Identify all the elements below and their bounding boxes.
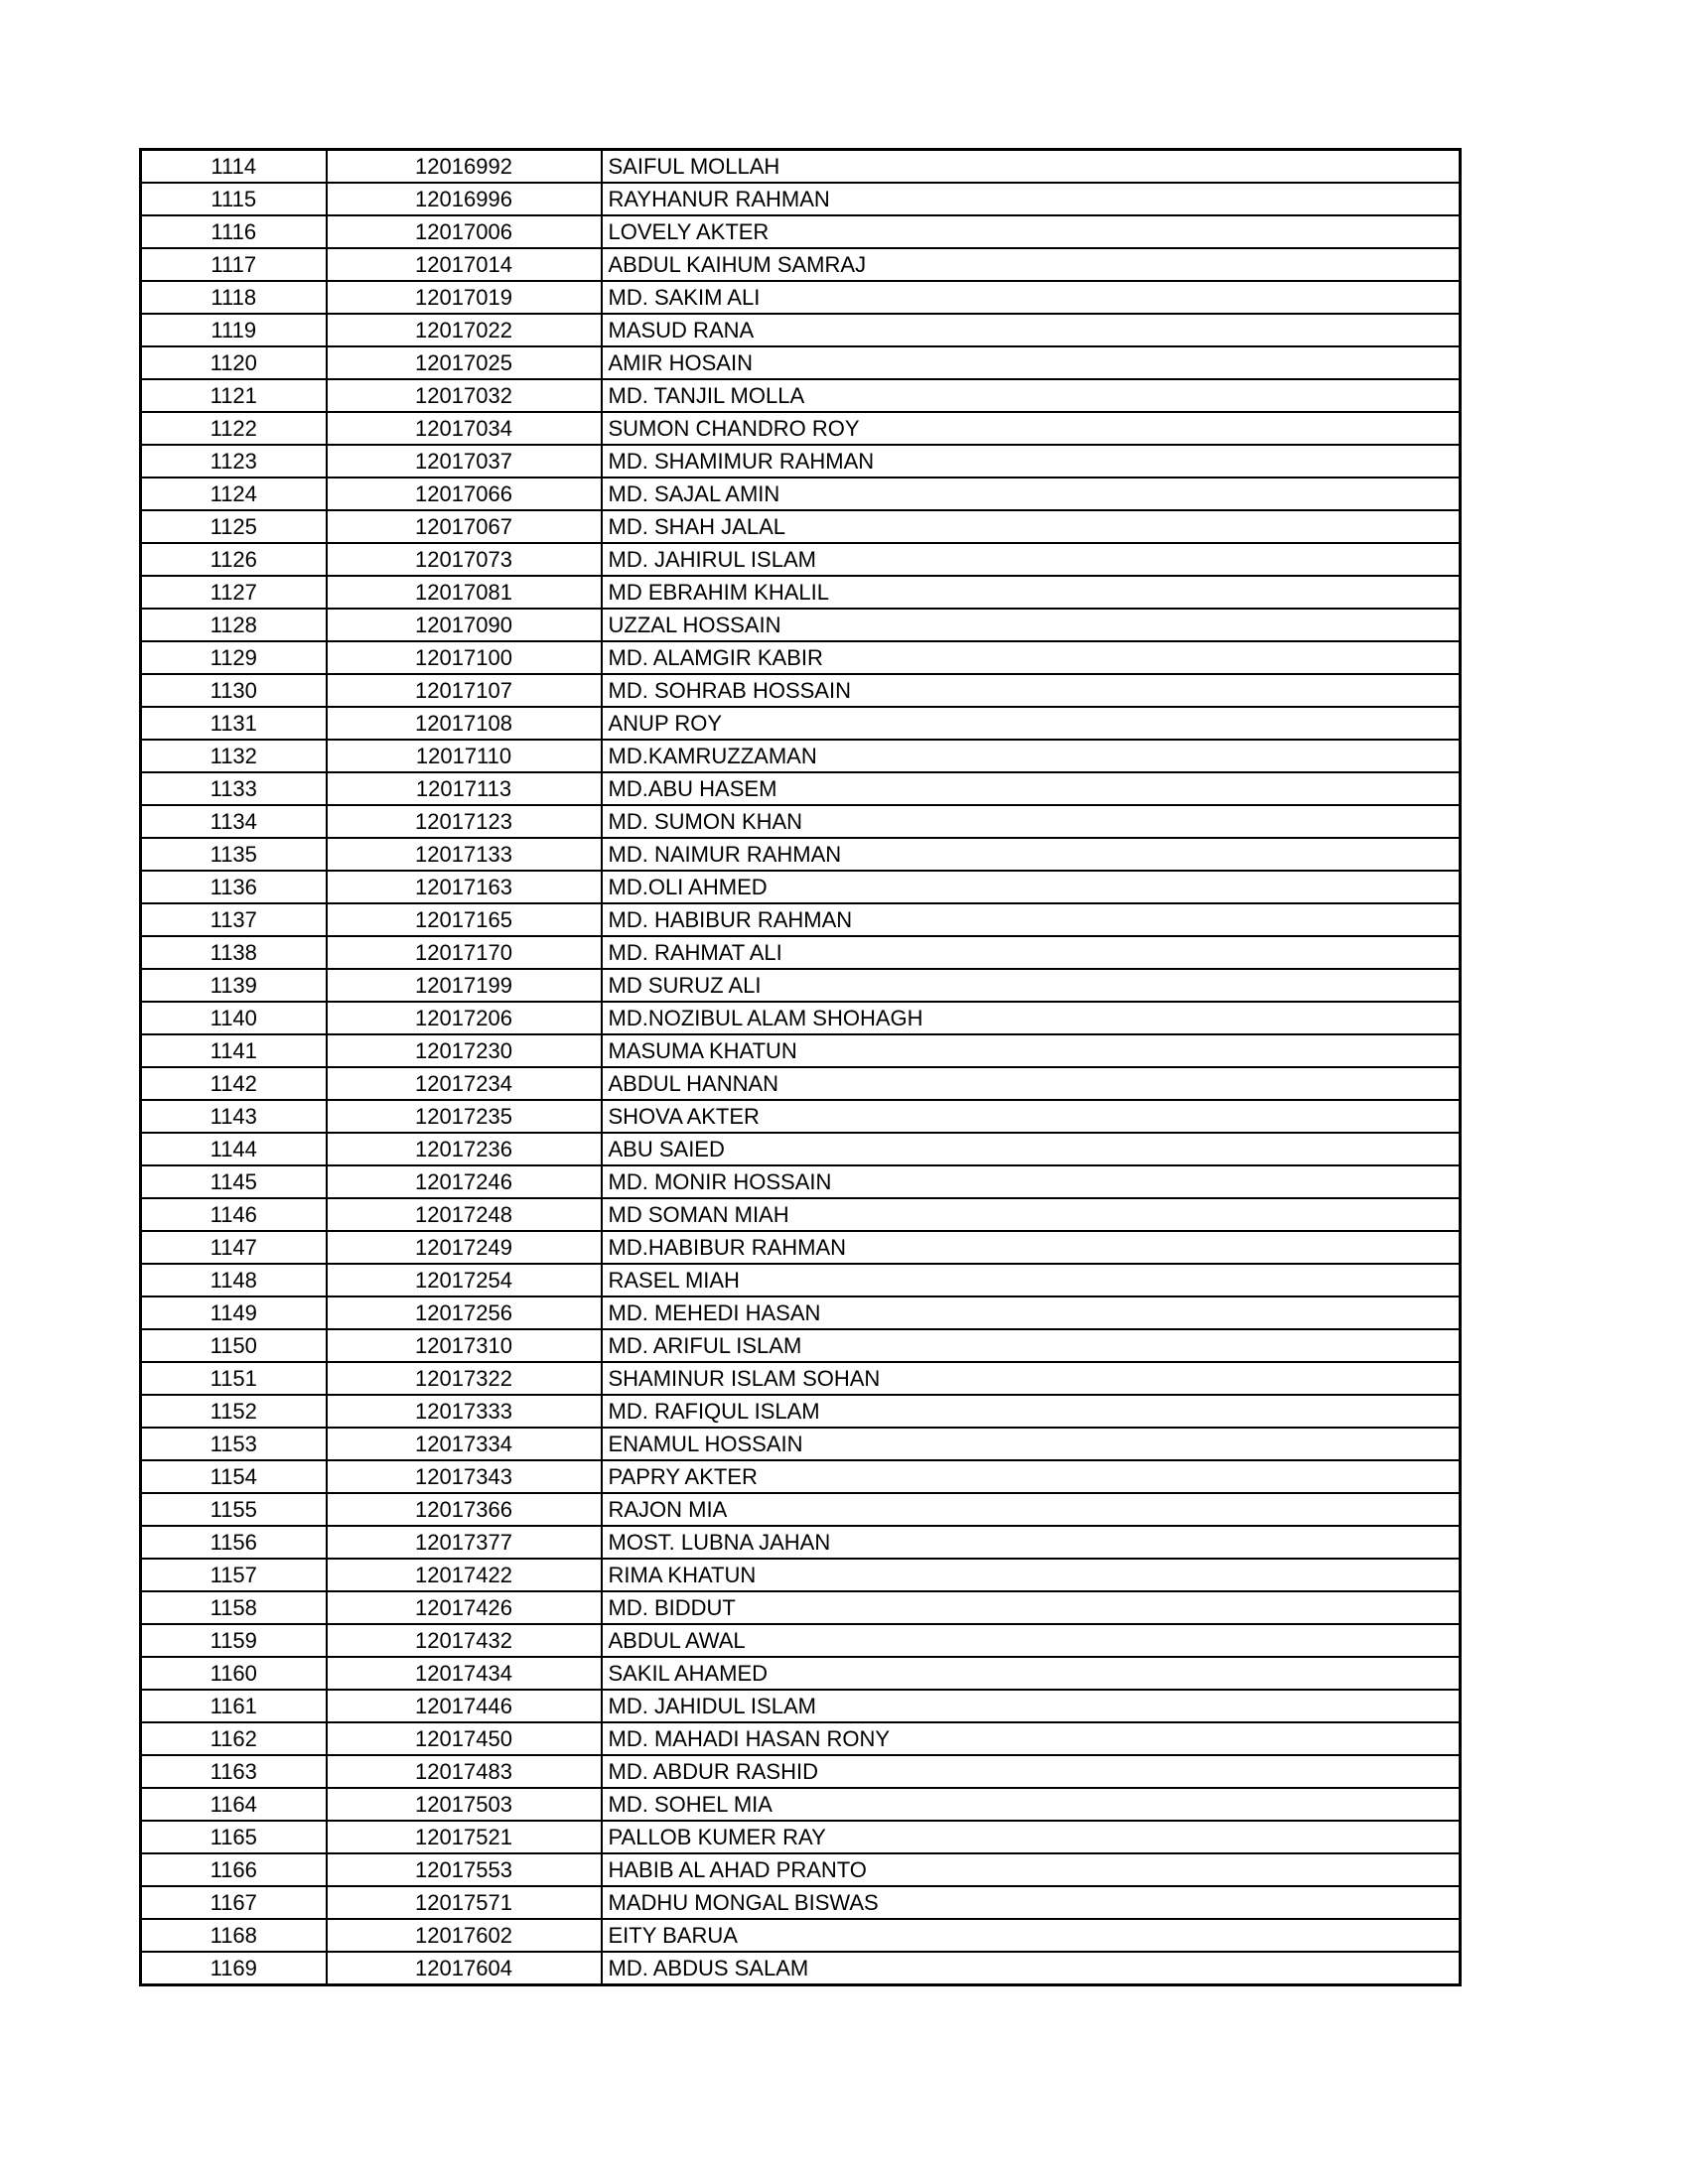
roll-number-cell: 12016996: [327, 183, 602, 215]
table-row: [141, 1886, 1461, 1919]
candidate-name-cell: MD.OLI AHMED: [602, 871, 1461, 903]
candidate-name-cell: MD. SUMON KHAN: [602, 805, 1461, 838]
table-row: [141, 1395, 1461, 1428]
serial-number-cell: 1144: [141, 1133, 327, 1165]
serial-number-cell: 1121: [141, 379, 327, 412]
serial-number-cell: 1145: [141, 1165, 327, 1198]
candidate-name-cell: MD. BIDDUT: [602, 1591, 1461, 1624]
table-body: [141, 150, 1461, 1985]
serial-number-cell: 1116: [141, 215, 327, 248]
roll-number-cell: 12017199: [327, 969, 602, 1002]
candidate-name-cell: MD. MEHEDI HASAN: [602, 1297, 1461, 1329]
roll-number-cell: 12017081: [327, 576, 602, 609]
serial-number-cell: 1141: [141, 1034, 327, 1067]
table-row: [141, 346, 1461, 379]
table-row: [141, 838, 1461, 871]
roll-number-cell: 12017503: [327, 1788, 602, 1821]
candidate-name-cell: MASUD RANA: [602, 314, 1461, 346]
roll-number-cell: 12017483: [327, 1755, 602, 1788]
table-row: [141, 445, 1461, 478]
table-row: [141, 543, 1461, 576]
table-row: [141, 1329, 1461, 1362]
candidate-name-cell: RAJON MIA: [602, 1493, 1461, 1526]
roll-number-cell: 12017310: [327, 1329, 602, 1362]
serial-number-cell: 1158: [141, 1591, 327, 1624]
table-row: [141, 969, 1461, 1002]
roll-number-cell: 12017066: [327, 478, 602, 510]
candidate-name-cell: MD. MONIR HOSSAIN: [602, 1165, 1461, 1198]
candidate-name-cell: MD. ABDUS SALAM: [602, 1952, 1461, 1985]
candidate-name-cell: ABU SAIED: [602, 1133, 1461, 1165]
candidate-name-cell: MD. MAHADI HASAN RONY: [602, 1722, 1461, 1755]
candidate-name-cell: EITY BARUA: [602, 1919, 1461, 1952]
serial-number-cell: 1115: [141, 183, 327, 215]
table-row: [141, 1165, 1461, 1198]
serial-number-cell: 1117: [141, 248, 327, 281]
roll-number-cell: 12017073: [327, 543, 602, 576]
table-row: [141, 1788, 1461, 1821]
table-row: [141, 183, 1461, 215]
serial-number-cell: 1127: [141, 576, 327, 609]
candidate-name-cell: RIMA KHATUN: [602, 1559, 1461, 1591]
table-row: [141, 641, 1461, 674]
candidate-name-cell: SHAMINUR ISLAM SOHAN: [602, 1362, 1461, 1395]
roll-number-cell: 12017450: [327, 1722, 602, 1755]
serial-number-cell: 1149: [141, 1297, 327, 1329]
serial-number-cell: 1166: [141, 1853, 327, 1886]
roll-number-cell: 12017422: [327, 1559, 602, 1591]
roll-number-cell: 12017234: [327, 1067, 602, 1100]
serial-number-cell: 1122: [141, 412, 327, 445]
candidate-name-cell: PAPRY AKTER: [602, 1460, 1461, 1493]
table-row: [141, 609, 1461, 641]
serial-number-cell: 1131: [141, 707, 327, 740]
roll-number-cell: 12017343: [327, 1460, 602, 1493]
serial-number-cell: 1155: [141, 1493, 327, 1526]
serial-number-cell: 1119: [141, 314, 327, 346]
serial-number-cell: 1142: [141, 1067, 327, 1100]
serial-number-cell: 1163: [141, 1755, 327, 1788]
table-row: [141, 674, 1461, 707]
roll-number-cell: 12017123: [327, 805, 602, 838]
candidate-name-cell: MD.HABIBUR RAHMAN: [602, 1231, 1461, 1264]
table-row: [141, 1755, 1461, 1788]
serial-number-cell: 1159: [141, 1624, 327, 1657]
serial-number-cell: 1152: [141, 1395, 327, 1428]
candidate-name-cell: MD. SOHEL MIA: [602, 1788, 1461, 1821]
candidate-name-cell: MD SURUZ ALI: [602, 969, 1461, 1002]
table-row: [141, 805, 1461, 838]
candidate-name-cell: AMIR HOSAIN: [602, 346, 1461, 379]
roll-number-cell: 12017014: [327, 248, 602, 281]
roll-number-cell: 12017254: [327, 1264, 602, 1297]
roll-number-cell: 12017019: [327, 281, 602, 314]
serial-number-cell: 1151: [141, 1362, 327, 1395]
candidate-name-cell: MD. SHAH JALAL: [602, 510, 1461, 543]
table-row: [141, 576, 1461, 609]
serial-number-cell: 1124: [141, 478, 327, 510]
serial-number-cell: 1132: [141, 740, 327, 772]
candidate-name-cell: MD. HABIBUR RAHMAN: [602, 903, 1461, 936]
roll-number-cell: 12017602: [327, 1919, 602, 1952]
roll-number-cell: 12017604: [327, 1952, 602, 1985]
roll-number-cell: 12017165: [327, 903, 602, 936]
table-row: [141, 1526, 1461, 1559]
serial-number-cell: 1137: [141, 903, 327, 936]
table-row: [141, 1722, 1461, 1755]
serial-number-cell: 1125: [141, 510, 327, 543]
serial-number-cell: 1153: [141, 1428, 327, 1460]
serial-number-cell: 1128: [141, 609, 327, 641]
table-row: [141, 740, 1461, 772]
roll-number-cell: 12016992: [327, 150, 602, 184]
roll-number-cell: 12017553: [327, 1853, 602, 1886]
table-row: [141, 281, 1461, 314]
table-row: [141, 871, 1461, 903]
serial-number-cell: 1154: [141, 1460, 327, 1493]
serial-number-cell: 1160: [141, 1657, 327, 1690]
candidate-name-cell: MD. TANJIL MOLLA: [602, 379, 1461, 412]
table-row: [141, 1133, 1461, 1165]
roll-number-cell: 12017025: [327, 346, 602, 379]
roll-number-cell: 12017248: [327, 1198, 602, 1231]
roll-number-cell: 12017107: [327, 674, 602, 707]
candidate-name-cell: SAIFUL MOLLAH: [602, 150, 1461, 184]
roll-number-cell: 12017426: [327, 1591, 602, 1624]
table-row: [141, 412, 1461, 445]
roll-number-cell: 12017446: [327, 1690, 602, 1722]
table-row: [141, 1002, 1461, 1034]
table-row: [141, 478, 1461, 510]
roll-number-cell: 12017006: [327, 215, 602, 248]
serial-number-cell: 1114: [141, 150, 327, 184]
table-row: [141, 1853, 1461, 1886]
candidate-name-cell: ABDUL KAIHUM SAMRAJ: [602, 248, 1461, 281]
table-row: [141, 379, 1461, 412]
serial-number-cell: 1157: [141, 1559, 327, 1591]
serial-number-cell: 1164: [141, 1788, 327, 1821]
serial-number-cell: 1168: [141, 1919, 327, 1952]
serial-number-cell: 1129: [141, 641, 327, 674]
roll-number-cell: 12017333: [327, 1395, 602, 1428]
roll-number-cell: 12017366: [327, 1493, 602, 1526]
roll-number-cell: 12017236: [327, 1133, 602, 1165]
roll-number-cell: 12017249: [327, 1231, 602, 1264]
table-row: [141, 1297, 1461, 1329]
candidate-name-cell: MD. ARIFUL ISLAM: [602, 1329, 1461, 1362]
serial-number-cell: 1146: [141, 1198, 327, 1231]
table-row: [141, 1067, 1461, 1100]
roll-number-cell: 12017163: [327, 871, 602, 903]
candidate-name-cell: MD.ABU HASEM: [602, 772, 1461, 805]
table-row: [141, 936, 1461, 969]
candidate-name-cell: ANUP ROY: [602, 707, 1461, 740]
roll-number-cell: 12017022: [327, 314, 602, 346]
candidate-name-cell: MD SOMAN MIAH: [602, 1198, 1461, 1231]
table-row: [141, 1198, 1461, 1231]
serial-number-cell: 1148: [141, 1264, 327, 1297]
table-row: [141, 510, 1461, 543]
candidate-name-cell: MD. SAKIM ALI: [602, 281, 1461, 314]
table-row: [141, 1231, 1461, 1264]
serial-number-cell: 1126: [141, 543, 327, 576]
table-row: [141, 707, 1461, 740]
serial-number-cell: 1165: [141, 1821, 327, 1853]
roll-number-cell: 12017206: [327, 1002, 602, 1034]
roll-number-cell: 12017037: [327, 445, 602, 478]
roll-number-cell: 12017235: [327, 1100, 602, 1133]
roll-number-cell: 12017100: [327, 641, 602, 674]
roll-number-cell: 12017133: [327, 838, 602, 871]
candidate-name-cell: RAYHANUR RAHMAN: [602, 183, 1461, 215]
candidate-name-cell: LOVELY AKTER: [602, 215, 1461, 248]
roll-number-cell: 12017067: [327, 510, 602, 543]
table-row: [141, 1690, 1461, 1722]
serial-number-cell: 1156: [141, 1526, 327, 1559]
serial-number-cell: 1139: [141, 969, 327, 1002]
candidate-name-cell: SUMON CHANDRO ROY: [602, 412, 1461, 445]
serial-number-cell: 1135: [141, 838, 327, 871]
table-row: [141, 1034, 1461, 1067]
candidate-name-cell: HABIB AL AHAD PRANTO: [602, 1853, 1461, 1886]
roll-number-cell: 12017108: [327, 707, 602, 740]
roll-number-cell: 12017434: [327, 1657, 602, 1690]
candidate-name-cell: MD. SAJAL AMIN: [602, 478, 1461, 510]
candidate-name-cell: MD EBRAHIM KHALIL: [602, 576, 1461, 609]
table-row: [141, 215, 1461, 248]
serial-number-cell: 1143: [141, 1100, 327, 1133]
table-row: [141, 1952, 1461, 1985]
serial-number-cell: 1161: [141, 1690, 327, 1722]
candidate-list-table: [139, 148, 1462, 1986]
candidate-name-cell: RASEL MIAH: [602, 1264, 1461, 1297]
roll-number-cell: 12017377: [327, 1526, 602, 1559]
candidate-name-cell: ABDUL HANNAN: [602, 1067, 1461, 1100]
roll-number-cell: 12017032: [327, 379, 602, 412]
candidate-name-cell: MD. SHAMIMUR RAHMAN: [602, 445, 1461, 478]
roll-number-cell: 12017432: [327, 1624, 602, 1657]
candidate-name-cell: MD.NOZIBUL ALAM SHOHAGH: [602, 1002, 1461, 1034]
candidate-name-cell: SAKIL AHAMED: [602, 1657, 1461, 1690]
roll-number-cell: 12017571: [327, 1886, 602, 1919]
roll-number-cell: 12017230: [327, 1034, 602, 1067]
candidate-name-cell: MD. ALAMGIR KABIR: [602, 641, 1461, 674]
candidate-name-cell: MD. SOHRAB HOSSAIN: [602, 674, 1461, 707]
serial-number-cell: 1136: [141, 871, 327, 903]
candidate-name-cell: ABDUL AWAL: [602, 1624, 1461, 1657]
table-row: [141, 1821, 1461, 1853]
roll-number-cell: 12017090: [327, 609, 602, 641]
candidate-name-cell: MD. RAHMAT ALI: [602, 936, 1461, 969]
table-row: [141, 1657, 1461, 1690]
candidate-name-cell: PALLOB KUMER RAY: [602, 1821, 1461, 1853]
serial-number-cell: 1162: [141, 1722, 327, 1755]
serial-number-cell: 1120: [141, 346, 327, 379]
candidate-name-cell: MD. NAIMUR RAHMAN: [602, 838, 1461, 871]
table-row: [141, 1919, 1461, 1952]
candidate-name-cell: MOST. LUBNA JAHAN: [602, 1526, 1461, 1559]
table-row: [141, 1428, 1461, 1460]
candidate-name-cell: SHOVA AKTER: [602, 1100, 1461, 1133]
candidate-name-cell: MD.KAMRUZZAMAN: [602, 740, 1461, 772]
roll-number-cell: 12017322: [327, 1362, 602, 1395]
table-row: [141, 1100, 1461, 1133]
roll-number-cell: 12017170: [327, 936, 602, 969]
candidate-name-cell: MADHU MONGAL BISWAS: [602, 1886, 1461, 1919]
roll-number-cell: 12017034: [327, 412, 602, 445]
roll-number-cell: 12017334: [327, 1428, 602, 1460]
serial-number-cell: 1140: [141, 1002, 327, 1034]
table-row: [141, 314, 1461, 346]
table-row: [141, 150, 1461, 184]
table-row: [141, 1624, 1461, 1657]
table-row: [141, 248, 1461, 281]
roll-number-cell: 12017246: [327, 1165, 602, 1198]
table-row: [141, 772, 1461, 805]
roll-number-cell: 12017256: [327, 1297, 602, 1329]
serial-number-cell: 1133: [141, 772, 327, 805]
roll-number-cell: 12017113: [327, 772, 602, 805]
candidate-name-cell: MD. JAHIRUL ISLAM: [602, 543, 1461, 576]
serial-number-cell: 1138: [141, 936, 327, 969]
serial-number-cell: 1169: [141, 1952, 327, 1985]
table-row: [141, 1493, 1461, 1526]
serial-number-cell: 1150: [141, 1329, 327, 1362]
candidate-name-cell: MASUMA KHATUN: [602, 1034, 1461, 1067]
roll-number-cell: 12017521: [327, 1821, 602, 1853]
serial-number-cell: 1123: [141, 445, 327, 478]
serial-number-cell: 1130: [141, 674, 327, 707]
serial-number-cell: 1147: [141, 1231, 327, 1264]
table-row: [141, 903, 1461, 936]
table-row: [141, 1362, 1461, 1395]
table-row: [141, 1264, 1461, 1297]
serial-number-cell: 1118: [141, 281, 327, 314]
serial-number-cell: 1167: [141, 1886, 327, 1919]
roll-number-cell: 12017110: [327, 740, 602, 772]
table-row: [141, 1591, 1461, 1624]
candidate-name-cell: MD. JAHIDUL ISLAM: [602, 1690, 1461, 1722]
candidate-name-cell: UZZAL HOSSAIN: [602, 609, 1461, 641]
candidate-name-cell: MD. ABDUR RASHID: [602, 1755, 1461, 1788]
candidate-name-cell: ENAMUL HOSSAIN: [602, 1428, 1461, 1460]
table-row: [141, 1559, 1461, 1591]
candidate-name-cell: MD. RAFIQUL ISLAM: [602, 1395, 1461, 1428]
table-row: [141, 1460, 1461, 1493]
serial-number-cell: 1134: [141, 805, 327, 838]
